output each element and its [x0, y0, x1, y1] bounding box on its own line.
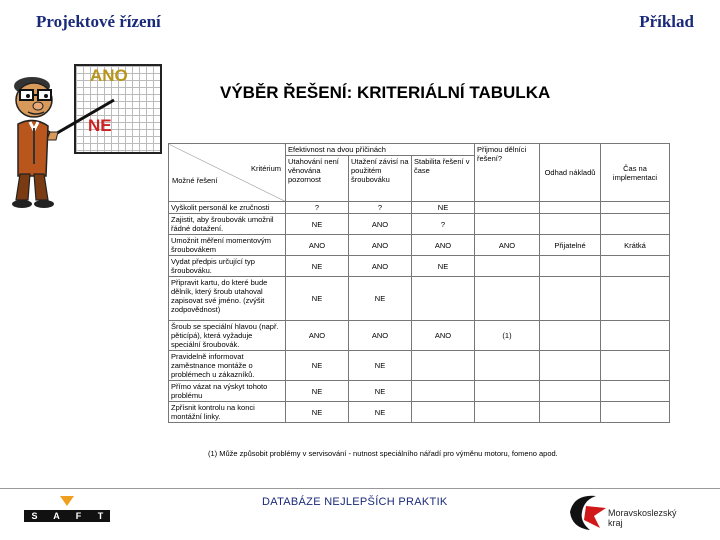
table-cell: NE — [286, 277, 349, 321]
col-header-3: Stabilita řešení v čase — [412, 156, 475, 202]
criteria-table — [168, 143, 670, 423]
table-row — [169, 214, 670, 235]
table-footnote: (1) Může způsobit problémy v servisování - nutnost speciálního nářadí pro výměnu motoru, fomeno apod. — [208, 449, 558, 458]
table-cell: NE — [412, 202, 475, 214]
table-cell — [412, 351, 475, 381]
group-header: Efektivnost na dvou příčinách — [286, 144, 475, 156]
table-cell — [540, 256, 601, 277]
table-cell — [412, 277, 475, 321]
table-cell — [475, 277, 540, 321]
table-cell: NE — [349, 381, 412, 402]
teacher-pointing-icon — [8, 70, 128, 215]
table-cell: NE — [286, 214, 349, 235]
table-row — [169, 256, 670, 277]
row-solution-label: Umožnit měření momentovým šroubovákem — [169, 235, 286, 256]
table-row — [169, 321, 670, 351]
table-cell — [475, 256, 540, 277]
table-cell: ANO — [286, 235, 349, 256]
table-cell — [540, 202, 601, 214]
table-cell: (1) — [475, 321, 540, 351]
row-solution-label: Zpřísnit kontrolu na konci montážní linky. — [169, 402, 286, 423]
table-cell: NE — [286, 381, 349, 402]
table-cell: ANO — [349, 214, 412, 235]
table-row — [169, 235, 670, 256]
row-solution-label: Připravit kartu, do které bude dělník, který šroub utahoval zapisovat své jméno. (zvýšit zodpovědnost) — [169, 277, 286, 321]
saft-accent-triangle — [60, 496, 74, 506]
footer-database-label: DATABÁZE NEJLEPŠÍCH PRAKTIK — [262, 496, 448, 508]
diag-solution-label: Možné řešení — [172, 176, 218, 185]
col-header-2: Utažení závisí na použitém šroubováku — [349, 156, 412, 202]
table-cell — [540, 321, 601, 351]
table-cell — [540, 277, 601, 321]
table-cell: ANO — [349, 235, 412, 256]
row-solution-label: Vyškolit personál ke zručnosti — [169, 202, 286, 214]
table-cell: ANO — [286, 321, 349, 351]
table-cell: ANO — [349, 256, 412, 277]
table-cell — [540, 351, 601, 381]
page-title: VÝBĚR ŘEŠENÍ: KRITERIÁLNÍ TABULKA — [220, 83, 551, 102]
table-cell: Přijatelné — [540, 235, 601, 256]
col-header-6: Čas na implementaci — [601, 144, 670, 202]
table-cell — [601, 256, 670, 277]
table-cell: NE — [349, 402, 412, 423]
table-cell: ANO — [412, 321, 475, 351]
table-cell — [540, 214, 601, 235]
table-row — [169, 351, 670, 381]
table-cell — [601, 351, 670, 381]
region-line-1: Moravskoslezský — [608, 508, 677, 518]
saft-letter-s: S — [31, 511, 38, 521]
table-cell: NE — [349, 351, 412, 381]
table-cell — [540, 402, 601, 423]
row-solution-label: Přímo vázat na výskyt tohoto problému — [169, 381, 286, 402]
col-header-5: Odhad nákladů — [540, 144, 601, 202]
table-cell — [475, 402, 540, 423]
table-cell: NE — [286, 256, 349, 277]
saft-letter-t: T — [97, 511, 104, 521]
header-right-title: Příklad — [639, 12, 694, 31]
table-diagonal-header — [169, 144, 286, 202]
footer-divider — [0, 488, 720, 489]
table-cell: NE — [286, 402, 349, 423]
row-solution-label: Vydat předpis určující typ šroubováku. — [169, 256, 286, 277]
row-solution-label: Pravidelně informovat zaměstnance montáže o problémech u zákazníků. — [169, 351, 286, 381]
region-line-2: kraj — [608, 518, 623, 528]
table-row — [169, 381, 670, 402]
table-row — [169, 202, 670, 214]
table-cell — [412, 402, 475, 423]
board-ano-word: ANO — [90, 66, 128, 85]
table-cell: ANO — [475, 235, 540, 256]
table-cell — [475, 214, 540, 235]
header-left-title: Projektové řízení — [36, 12, 161, 31]
table-cell — [475, 351, 540, 381]
table-cell — [601, 321, 670, 351]
table-cell — [601, 277, 670, 321]
table-cell — [601, 381, 670, 402]
table-cell: NE — [286, 351, 349, 381]
table-cell: ? — [412, 214, 475, 235]
table-cell — [540, 381, 601, 402]
table-cell — [412, 381, 475, 402]
table-cell — [475, 381, 540, 402]
saft-letter-a: A — [53, 511, 60, 521]
moravskoslezsky-kraj-logo — [566, 492, 610, 532]
board-ne-word: NE — [88, 116, 112, 135]
table-cell: ? — [286, 202, 349, 214]
table-cell: ? — [349, 202, 412, 214]
table-cell — [601, 402, 670, 423]
table-cell — [601, 202, 670, 214]
col-header-4: Přijmou dělníci řešení? — [475, 144, 540, 202]
table-cell: NE — [349, 277, 412, 321]
table-cell: ANO — [412, 235, 475, 256]
table-row — [169, 402, 670, 423]
table-cell — [601, 214, 670, 235]
region-name — [608, 508, 677, 528]
row-solution-label: Šroub se speciální hlavou (např. pěticípá), která vyžaduje speciální šroubovák. — [169, 321, 286, 351]
col-header-1: Utahování není věnována pozornost — [286, 156, 349, 202]
diag-criterion-label: Kritérium — [250, 164, 281, 173]
table-cell: Krátká — [601, 235, 670, 256]
saft-letter-f: F — [75, 511, 82, 521]
table-cell — [475, 202, 540, 214]
table-cell: ANO — [349, 321, 412, 351]
row-solution-label: Zajistit, aby šroubovák umožnil řádné dotažení. — [169, 214, 286, 235]
table-cell: NE — [412, 256, 475, 277]
table-row — [169, 277, 670, 321]
